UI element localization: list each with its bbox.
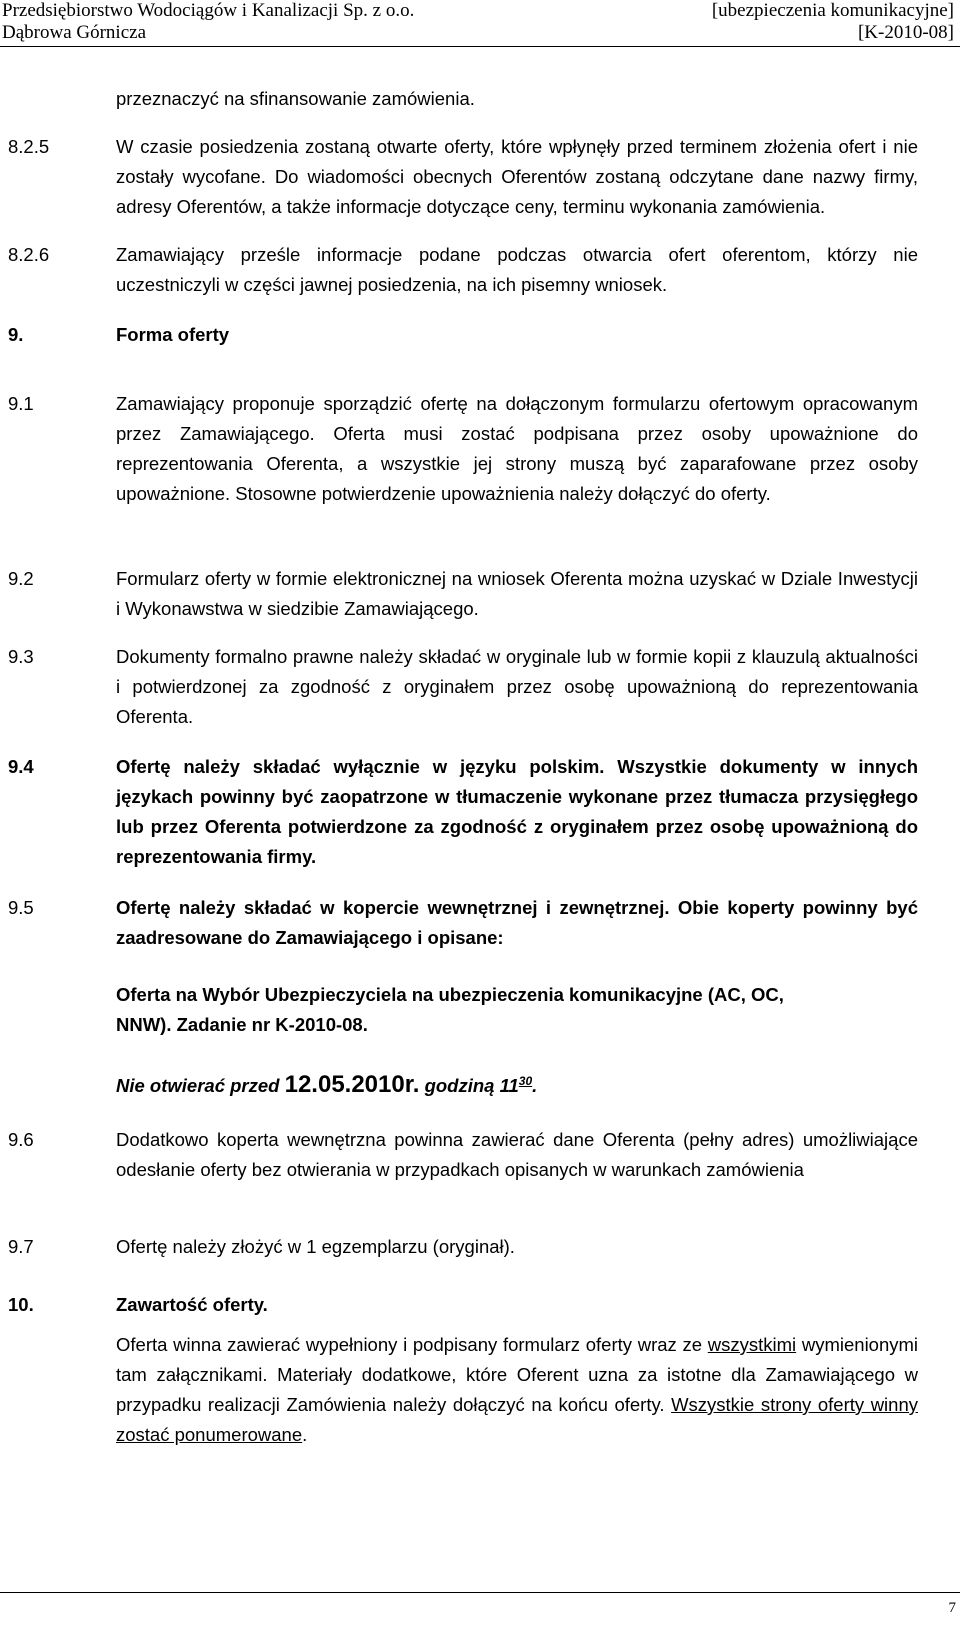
section-number: 9.7 [8,1236,34,1257]
section-9-7-text: Ofertę należy złożyć w 1 egzemplarzu (oryginał). [116,1236,515,1257]
opening-date: 12.05.2010r. [284,1071,420,1099]
opening-hour: godziną 11 [424,1075,519,1097]
do-not-open-line [116,1066,537,1101]
section-9-1-text: Zamawiający proponuje sporządzić ofertę na dołączonym formularzu ofertowym opracowanym przez Zamawiającego. Oferta musi zostać podpisana przez osoby upoważnione do reprezentowania Oferenta, a wszystkie jej strony muszą być zaparafowane przez osoby upoważnione. Stosowne potwierdzenie upoważnienia należy dołączyć do oferty. [116,393,918,504]
section-number: 9.6 [8,1129,34,1150]
section-9-3-text: Dokumenty formalno prawne należy składać w oryginale lub w formie kopii z klauzulą aktualności i potwierdzonej za zgodność z oryginałem przez osobę upoważnioną do reprezentowania Oferenta. [116,646,918,727]
section-number: 9.2 [8,568,34,589]
footer-rule [0,1592,960,1593]
header-company: Przedsiębiorstwo Wodociągów i Kanalizacji Sp. z o.o. [2,0,415,21]
section-10-heading: Zawartość oferty. [116,1294,268,1315]
section-9-heading: Forma oferty [116,324,230,345]
section-number: 9.1 [8,393,34,414]
section-10-underline-1: wszystkimi [707,1334,797,1355]
opening-end: . [532,1075,538,1097]
header-rule [0,46,960,47]
section-number: 9. [8,324,24,345]
section-9-2-text: Formularz oferty w formie elektronicznej na wniosek Oferenta można uzyskać w Dziale Inwestycji i Wykonawstwa w siedzibie Zamawiającego. [116,568,918,619]
section-8-2-6-text: Zamawiający prześle informacje podane podczas otwarcia ofert oferentom, którzy nie uczestniczyli w części jawnej posiedzenia, na ich pisemny wniosek. [116,244,918,295]
section-9-4-text: Ofertę należy składać wyłącznie w języku polskim. Wszystkie dokumenty w innych językach powinny być zaopatrzone w tłumaczenie wykonane przez tłumacza przysięgłego lub przez Oferenta potwierdzone za zgodność z oryginałem przez osobę upoważnioną do reprezentowania firmy. [116,756,918,867]
header-city: Dąbrowa Górnicza [2,22,147,43]
section-10-text [116,1330,918,1450]
section-number: 10. [8,1294,34,1315]
section-number: 8.2.6 [8,244,50,265]
section-number: 9.5 [8,897,34,918]
page-header [0,0,960,48]
section-number: 8.2.5 [8,136,50,157]
header-code: [K-2010-08] [857,22,954,43]
header-subject: [ubezpieczenia komunikacyjne] [711,0,954,21]
envelope-label: Oferta na Wybór Ubezpieczyciela na ubezpieczenia komunikacyjne (AC, OC, NNW). Zadanie nr K-2010-08. [116,984,784,1035]
section-10-underline-2: Wszystkie strony oferty winny zostać ponumerowane [116,1394,918,1445]
paragraph-continuation: przeznaczyć na sfinansowanie zamówienia. [116,88,475,109]
do-not-open-prefix: Nie otwierać przed [116,1075,280,1097]
opening-minutes: 30 [518,1074,533,1088]
section-9-5-text: Ofertę należy składać w kopercie wewnętrznej i zewnętrznej. Obie koperty powinny być zaadresowane do Zamawiającego i opisane: [116,897,918,948]
page-number: 7 [948,1600,956,1616]
section-10-part-1: Oferta winna zawierać wypełniony i podpisany formularz oferty wraz ze [116,1334,703,1355]
section-9-6-text: Dodatkowo koperta wewnętrzna powinna zawierać dane Oferenta (pełny adres) umożliwiające odesłanie oferty bez otwierania w przypadkach opisanych w warunkach zamówienia [116,1129,918,1180]
section-number: 9.3 [8,646,34,667]
section-10-part-3: . [302,1424,308,1445]
section-number: 9.4 [8,756,34,777]
section-10-part-2: wymienionymi tam załącznikami. Materiały dodatkowe, które Oferent uzna za istotne dla Zamawiającego w przypadku realizacji Zamówienia należy dołączyć na końcu oferty. [116,1334,919,1415]
section-8-2-5-text: W czasie posiedzenia zostaną otwarte oferty, które wpłynęły przed terminem złożenia ofert i nie zostały wycofane. Do wiadomości obecnych Oferentów zostaną odczytane dane nazwy firmy, adresy Oferentów, a także informacje dotyczące ceny, terminu wykonania zamówienia. [116,136,918,217]
